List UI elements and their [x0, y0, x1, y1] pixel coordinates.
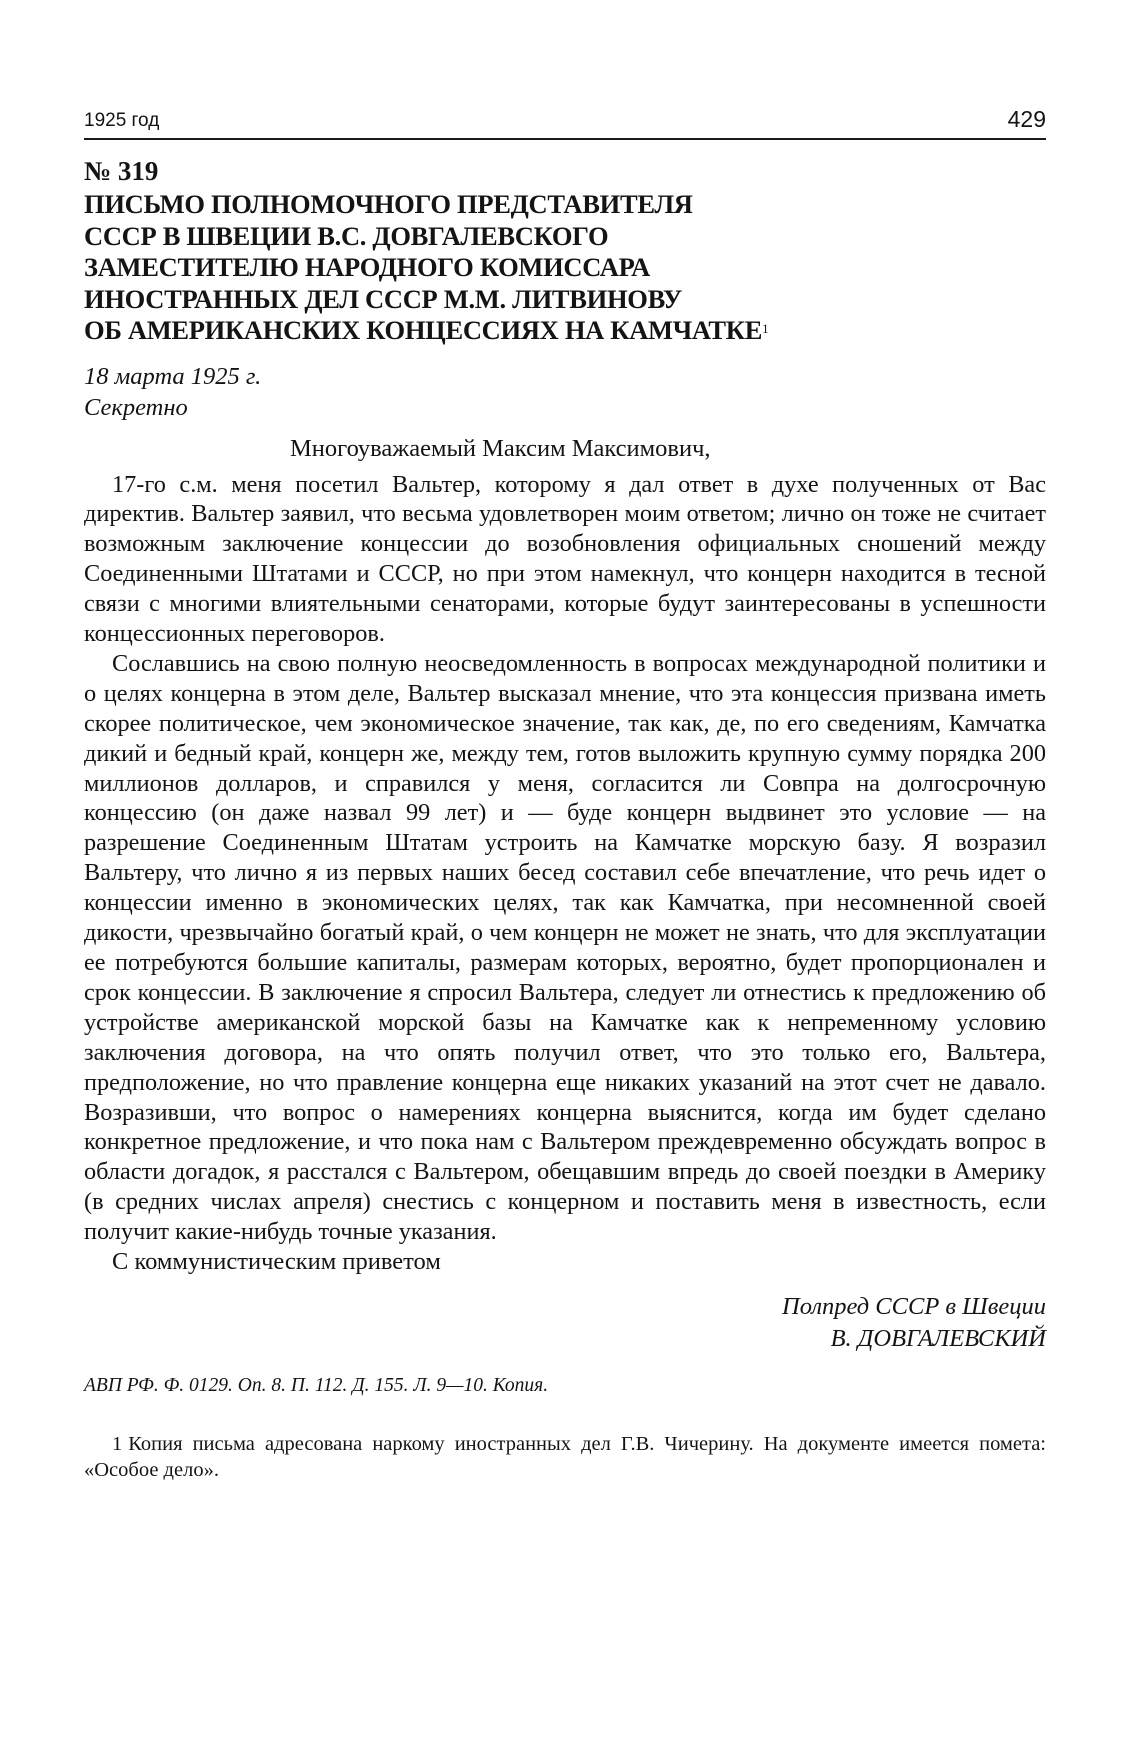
letter-body — [84, 470, 1046, 1248]
closing: С коммунистическим приветом — [112, 1248, 441, 1276]
signature-block — [84, 1291, 1046, 1355]
running-head-year: 1925 год — [84, 110, 160, 131]
title-line-3: ЗАМЕСТИТЕЛЮ НАРОДНОГО КОМИССАРА — [84, 252, 650, 282]
title-line-5-text: ОБ АМЕРИКАНСКИХ КОНЦЕССИЯХ НА КАМЧАТКЕ — [84, 315, 763, 345]
archive-reference: АВП РФ. Ф. 0129. Оп. 8. П. 112. Д. 155. Л. 9—10. Копия. — [84, 1375, 549, 1397]
paragraph: Сославшись на свою полную неосведомленность в вопросах международной политики и о целях концерна в этом деле, Вальтер высказал мнение, что эта концессия призвана иметь скорее политическое, чем экономическое значение, так как, де, по его сведениям, Камчатка дикий и бедный край, концерн же, между тем, готов выложить крупную сумму порядка 200 миллионов долларов, и справился у меня, согласится ли Совпра на долгосрочную концессию (он даже назвал 99 лет) и — буде концерн выдвинет это условие — на разрешение Соединенным Штатам устроить на Камчатке морскую базу. Я возразил Вальтеру, что лично я из первых наших бесед составил себе впечатление, что речь идет о концессии именно в экономических целях, так как Камчатка, при несомненной своей дикости, чрезвычайно богатый край, о чем концерн не может не знать, что для эксплуатации ее потребуются большие капиталы, размерам которых, вероятно, будет пропорционален и срок концессии. В заключение я спросил Вальтера, следует ли отнестись к предложению об устройстве американской морской базы на Камчатке как к непременному условию заключения договора, на что опять получил ответ, что это только его, Вальтера, предположение, но что правление концерна еще никаких указаний на этот счет не давало. Возразивши, что вопрос о намерениях концерна выяснится, когда им будет сделано конкретное предложение, и что пока нам с Вальтером преждевременно обсуждать вопрос в области догадок, я расстался с Вальтером, обещавшим впредь до своей поездки в Америку (в средних числах апреля) снестись с концерном и поставить меня в известность, если получит какие-нибудь точные указания. — [84, 649, 1046, 1246]
footnote-text: Копия письма адресована наркому иностранных дел Г.В. Чичерину. На документе имеется помета: «Особое дело». — [84, 1433, 1046, 1482]
title-line-2: СССР В ШВЕЦИИ В.С. ДОВГАЛЕВСКОГО — [84, 220, 609, 251]
document-classification: Секретно — [84, 393, 188, 421]
footnote — [84, 1431, 1046, 1483]
document — [84, 148, 1046, 1483]
signature-title: Полпред СССР в Швеции — [782, 1293, 1046, 1321]
title-line-5 — [84, 315, 1046, 347]
title-footnote-mark: 1 — [762, 321, 769, 336]
document-title — [84, 189, 1046, 347]
paragraph: 17-го с.м. меня посетил Вальтер, которому я дал ответ в духе полученных от Вас директив. Вальтер заявил, что весьма удовлетворен моим ответом; лично он тоже не считает возможным заключение концессии до возобновления официальных сношений между Соединенными Штатами и СССР, но при этом намекнул, что концерн находится в тесной связи с многими влиятельными сенаторами, которые будут заинтересованы в успешности концессионных переговоров. — [84, 470, 1046, 648]
title-line-1: ПИСЬМО ПОЛНОМОЧНОГО ПРЕДСТАВИТЕЛЯ — [84, 189, 693, 219]
document-date: 18 марта 1925 г. — [84, 362, 262, 390]
document-meta — [84, 361, 1046, 423]
document-number: № 319 — [84, 156, 159, 186]
salutation: Многоуважаемый Максим Максимович, — [290, 434, 711, 462]
signature-name: В. ДОВГАЛЕВСКИЙ — [830, 1325, 1046, 1353]
page-number: 429 — [1007, 106, 1046, 132]
running-head — [84, 104, 1046, 140]
footnote-mark: 1 — [112, 1433, 123, 1456]
title-line-4: ИНОСТРАННЫХ ДЕЛ СССР М.М. ЛИТВИНОВУ — [84, 283, 682, 314]
